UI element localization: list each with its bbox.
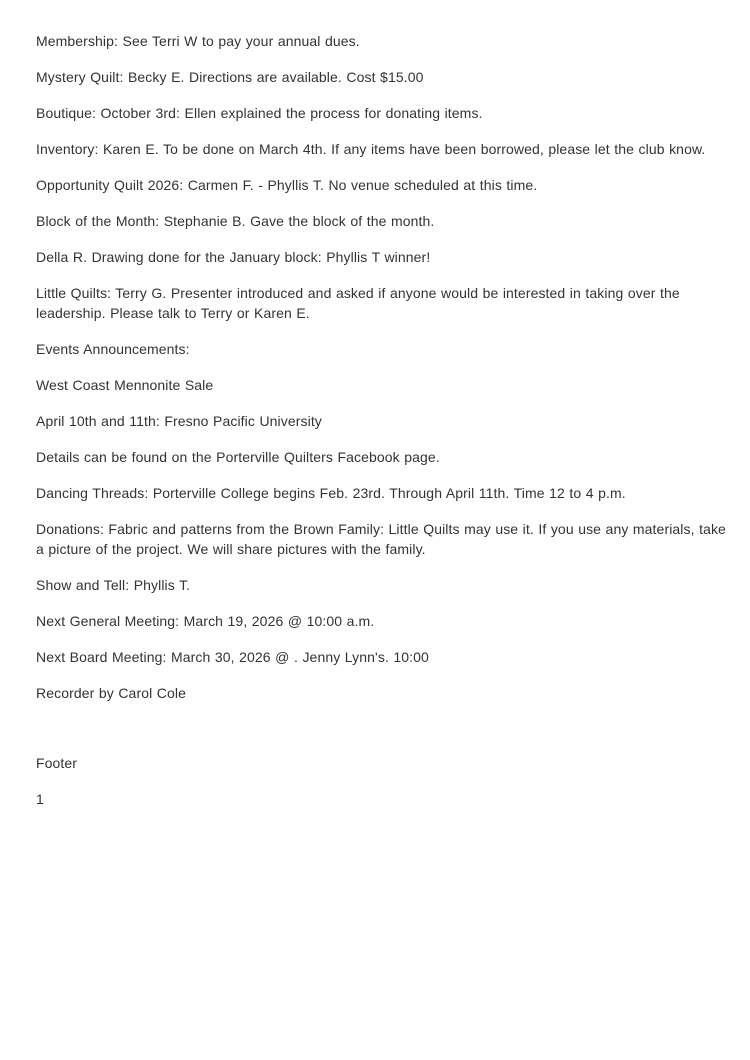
- par-mystery-quilt: Mystery Quilt: Becky E. Directions are available. Cost $15.00: [36, 69, 424, 85]
- par-show-and-tell: Show and Tell: Phyllis T.: [36, 577, 191, 593]
- par-dancing-threads: Dancing Threads: Porterville College begins Feb. 23rd. Through April 11th. Time 12 to 4 p.m.: [36, 485, 626, 501]
- footer-label: Footer: [36, 755, 78, 771]
- par-events-announcements: Events Announcements:: [36, 341, 190, 357]
- par-little-quilts: Little Quilts: Terry G. Presenter introduced and asked if anyone would be interested in taking over the leadership. Please talk to Terry or Karen E.: [36, 285, 680, 321]
- par-opportunity-quilt: Opportunity Quilt 2026: Carmen F. - Phyllis T. No venue scheduled at this time.: [36, 177, 538, 193]
- document-body: [36, 31, 726, 703]
- par-next-board-meeting: Next Board Meeting: March 30, 2026 @ . Jenny Lynn's. 10:00: [36, 649, 429, 665]
- par-membership: Membership: See Terri W to pay your annual dues.: [36, 33, 360, 49]
- par-boutique: Boutique: October 3rd: Ellen explained the process for donating items.: [36, 105, 483, 121]
- par-inventory: Inventory: Karen E. To be done on March 4th. If any items have been borrowed, please let the club know.: [36, 141, 706, 157]
- par-mennonite-sale: West Coast Mennonite Sale: [36, 377, 214, 393]
- document-footer: [36, 753, 726, 809]
- par-fresno-dates: April 10th and 11th: Fresno Pacific University: [36, 413, 322, 429]
- par-block-of-month: Block of the Month: Stephanie B. Gave the block of the month.: [36, 213, 435, 229]
- page-number: 1: [36, 791, 44, 807]
- par-donations: Donations: Fabric and patterns from the Brown Family: Little Quilts may use it. If you use any materials, take a picture of the project. We will share pictures with the family.: [36, 521, 726, 557]
- par-next-general-meeting: Next General Meeting: March 19, 2026 @ 10:00 a.m.: [36, 613, 375, 629]
- par-recorder: Recorder by Carol Cole: [36, 685, 186, 701]
- par-drawing-winner: Della R. Drawing done for the January block: Phyllis T winner!: [36, 249, 431, 265]
- par-facebook-details: Details can be found on the Porterville Quilters Facebook page.: [36, 449, 440, 465]
